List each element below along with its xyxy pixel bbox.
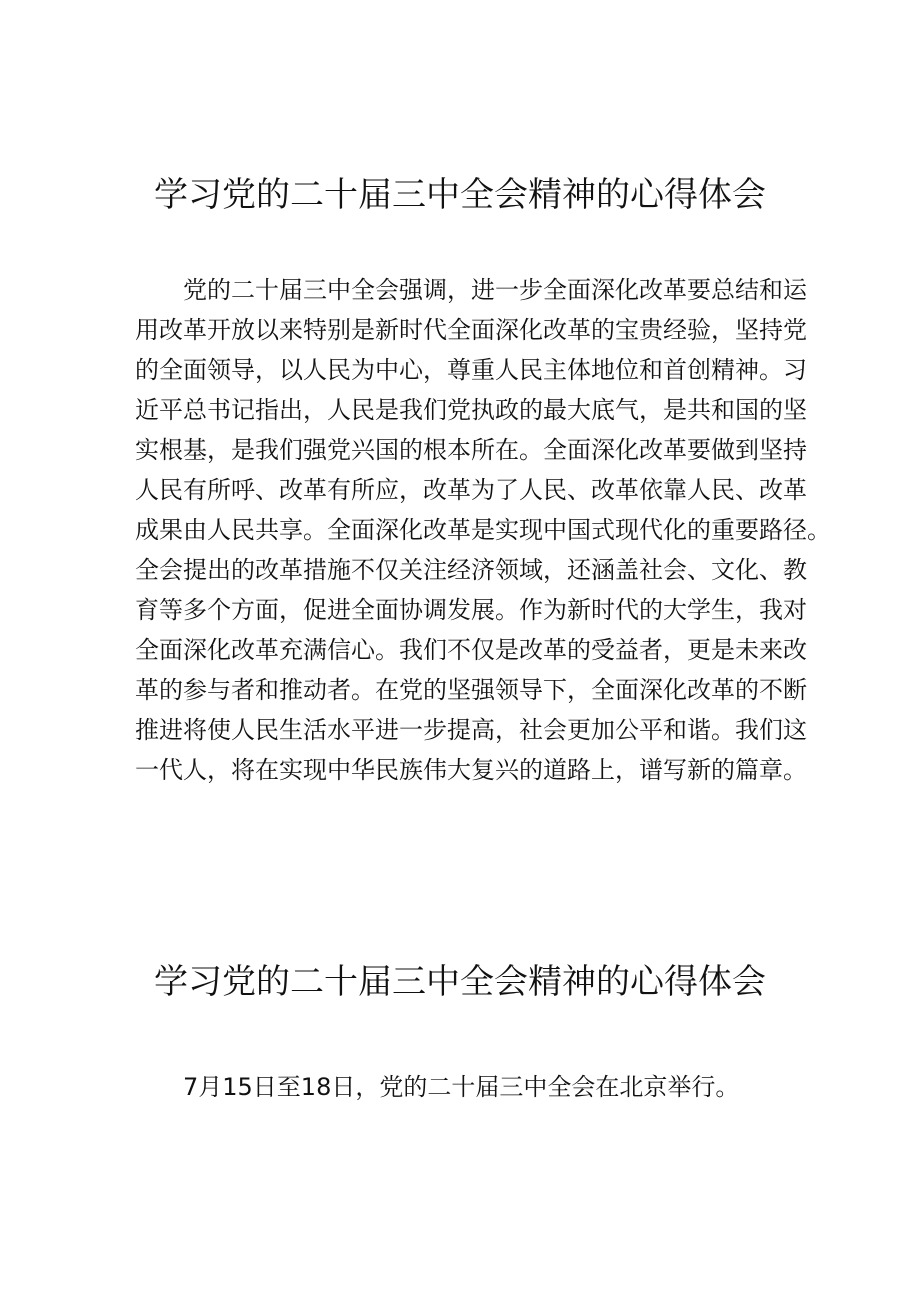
paragraph-line: 7月15日至18日，党的二十届三中全会在北京举行。 xyxy=(183,1073,740,1101)
paragraph-line: 推进将使人民生活水平进一步提高，社会更加公平和谐。我们这 xyxy=(135,716,807,744)
paragraph-line: 全会提出的改革措施不仅关注经济领域，还涵盖社会、文化、教 xyxy=(135,556,807,584)
paragraph-line: 实根基，是我们强党兴国的根本所在。全面深化改革要做到坚持 xyxy=(135,436,807,464)
section-paragraph xyxy=(135,1067,795,1107)
section-paragraph xyxy=(135,270,831,790)
paragraph-line: 育等多个方面，促进全面协调发展。作为新时代的大学生，我对 xyxy=(135,596,807,624)
paragraph-line: 一代人，将在实现中华民族伟大复兴的道路上，谱写新的篇章。 xyxy=(135,756,807,784)
section-title: 学习党的二十届三中全会精神的心得体会 xyxy=(154,962,766,1002)
paragraph-line: 用改革开放以来特别是新时代全面深化改革的宝贵经验，坚持党 xyxy=(135,316,807,344)
paragraph-line: 全面深化改革充满信心。我们不仅是改革的受益者，更是未来改 xyxy=(135,636,807,664)
paragraph-line: 近平总书记指出，人民是我们党执政的最大底气，是共和国的坚 xyxy=(135,396,807,424)
paragraph-line: 成果由人民共享。全面深化改革是实现中国式现代化的重要路径。 xyxy=(135,516,831,544)
paragraph-line: 的全面领导，以人民为中心，尊重人民主体地位和首创精神。习 xyxy=(135,356,807,384)
section-title: 学习党的二十届三中全会精神的心得体会 xyxy=(154,175,766,215)
paragraph-line: 党的二十届三中全会强调，进一步全面深化改革要总结和运 xyxy=(183,276,807,304)
paragraph-line: 人民有所呼、改革有所应，改革为了人民、改革依靠人民、改革 xyxy=(135,476,807,504)
paragraph-line: 革的参与者和推动者。在党的坚强领导下，全面深化改革的不断 xyxy=(135,676,807,704)
